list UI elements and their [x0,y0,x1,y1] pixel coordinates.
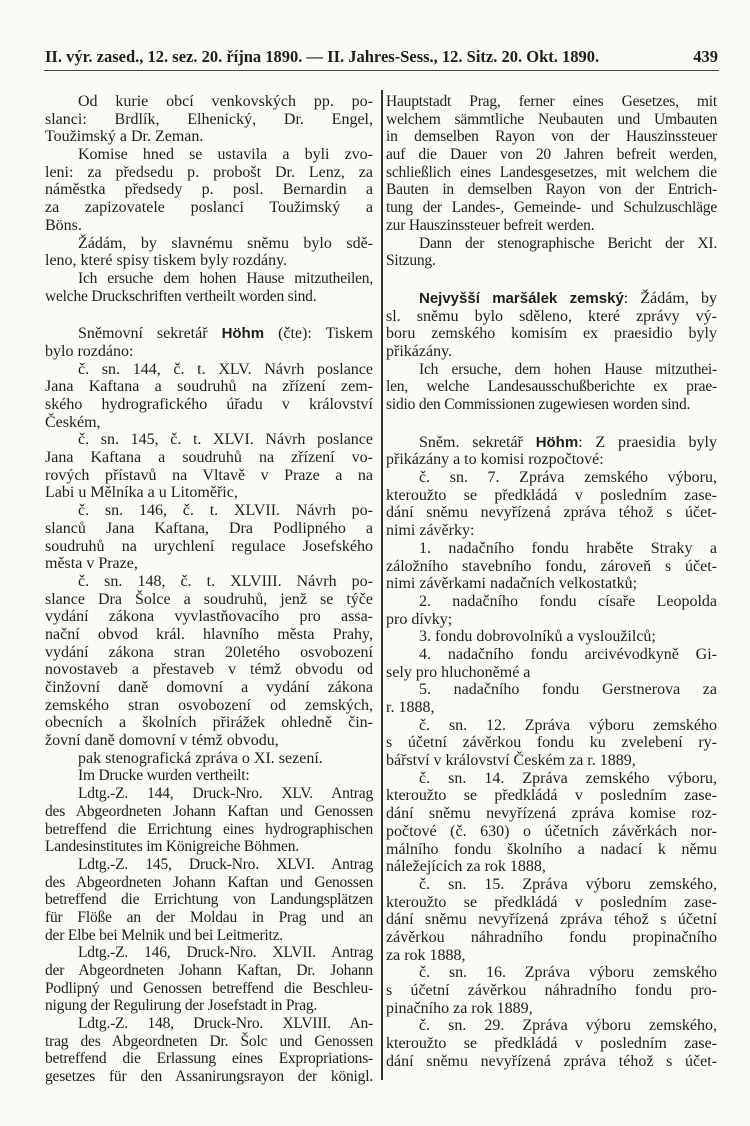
text-line: schließlich eines Landesgesetzes, mit welchem die [386,163,717,181]
text-line: slanci: Brdlík, Elhenický, Dr. Engel, [45,110,373,128]
paragraph [386,876,717,964]
text-line: welche Druckschriften vertheilt worden sind. [45,287,317,305]
text-line: der Abgeordneten Johann Kaftan, Dr. Johann [45,962,373,979]
text-line: Jana Kaftana a soudruhů na zřízení zem- [45,378,373,396]
text-line: für Flöße an der Moldau in Prag und an [45,908,373,926]
text-line: žovní daně domovní v témž obvodu, [45,732,279,750]
text-run: : Z praesidia byly [578,433,718,451]
header-rule [44,70,719,71]
text-line: in demselben Rayon von der Hauszinssteuer [386,128,717,146]
text-run: Sněm. sekretář [419,433,536,451]
paragraph [45,1015,373,1086]
text-line: kteroužto se předkládá v posledním zase- [386,893,717,911]
text-line: des Abgeordneten Johann Kaftan und Genossen [45,802,373,820]
text-line: č. sn. 16. Zpráva výboru zemského [419,964,717,982]
text-line: počtové (č. 630) o účetních závěrkách nor- [386,822,717,840]
text-line: welchem sämmtliche Neubauten und Umbauten [386,110,717,128]
text-line: bylo rozdáno: [45,342,134,360]
text-line: betreffend die Erlassung eines Expropriations- [45,1050,373,1068]
text-line: Ich ersuche, dem hohen Hause mitzuthei- [419,360,717,378]
paragraph [386,361,717,414]
text-line: soudruhů na urychlení regulace Josefského [45,537,373,555]
text-line: kteroužto se předkládá v posledním zase- [386,787,717,805]
paragraph [386,770,717,876]
text-section [386,434,717,1071]
text-line: za rok 1888, [386,946,466,964]
text-line: gesetzes für den Assanirungsrayon der königl. [45,1068,373,1086]
text-line: přikázány. [386,342,453,360]
text-line [386,434,717,452]
text-line: náležejících za rok 1888, [386,858,546,876]
text-line: Labi u Mělníka a u Litoměřic, [45,484,238,502]
text-line: č. sn. 14. Zpráva zemského výboru, [419,769,717,787]
text-line: č. sn. 15. Zpráva výboru zemského, [419,875,717,893]
text-line: kteroužto se předkládá v posledním zase- [386,1035,717,1053]
text-line: leno, které spisy tiskem byly rozdány. [45,252,288,270]
text-run: (čte): Tiskem [264,325,373,343]
text-line: betreffend die Errichtung von Landungsplätzen [45,891,373,909]
text-line: dání sněmu nevyřízená zpráva téhož s účet- [386,1052,717,1070]
text-line: Ldtg.-Z. 144, Druck-Nro. XLV. Antrag [78,785,373,803]
text-section [45,93,373,305]
text-line: vydání zákona stran 20letého osvobození [45,643,373,661]
text-line: Od kurie obcí venkovských pp. po- [78,93,373,110]
paragraph [386,681,717,716]
text-line: č. sn. 148, č. t. XLVIII. Návrh po- [78,572,373,590]
text-line: Bauten in demselben Rayon von der Entrich- [386,181,717,199]
text-line: přikázány a to komisi rozpočtové: [386,451,604,469]
text-line: auf die Dauer von 20 Jahren befreit werden, [386,146,717,164]
text-line: Sitzung. [386,252,436,270]
paragraph [386,469,717,540]
text-line [45,325,373,343]
text-line: slanců Jana Kaftana, Dra Podlipného a [45,519,373,537]
text-line: rových přístavů na Vltavě v Praze a na [45,466,373,484]
text-line: závěrkou náhradního fondu propinačního [386,928,717,946]
text-line: trag des Abgeordneten Dr. Šolc und Genossen [45,1032,373,1050]
column-divider [381,90,383,1080]
text-line: ského hydrografického úřadu v království [45,396,373,413]
text-line: č. sn. 145, č. t. XLVI. Návrh poslance [78,431,373,449]
text-line: Böns. [45,216,82,234]
right-column [386,93,717,1070]
speaker-name: Höhm [535,433,579,451]
text-line: sely pro hluchoněmé a [386,663,531,681]
paragraph [386,964,717,1017]
text-line: zemského stran osvobození od zemských, [45,696,373,714]
text-line: Jana Kaftana a soudruhů na zřízení vo- [45,449,373,467]
text-line: č. sn. 29. Zpráva výboru zemského, [419,1017,717,1035]
text-line: Podlipný und Genossen betreffend die Beschleu- [45,979,373,997]
paragraph [386,93,717,235]
text-line: činžovní daně domovní a vydání zákona [45,679,373,696]
text-line: č. sn. 7. Zpráva zemského výboru, [419,469,717,487]
text-line: 2. nadačního fondu císaře Leopolda [419,592,717,610]
paragraph [45,944,373,1015]
text-line: Ldtg.-Z. 148, Druck-Nro. XLVIII. An- [78,1015,373,1033]
text-line [386,290,717,308]
text-line: nimi závěrkami nadačních velkostatků; [386,575,638,593]
text-line: č. sn. 12. Zpráva výboru zemského [419,716,717,734]
text-line: slance Dra Šolce a soudruhů, jenž se týče [45,590,373,608]
text-section [386,290,717,414]
paragraph [45,93,373,146]
text-line: pinačního za rok 1889, [386,999,533,1017]
text-line: záložního stavebního fondu, zároveň s účet- [386,557,717,575]
text-line: nimi závěrky: [386,522,475,540]
text-line: Landesinstitutes im Königreiche Böhmen. [45,838,299,856]
paragraph [45,235,373,270]
running-header [45,46,718,68]
text-section [45,325,373,1086]
speaker-name: Nejvyšší maršálek zemský [419,289,624,307]
paragraph [45,325,373,360]
text-line: r. 1888, [386,699,435,716]
text-line: Ldtg.-Z. 145, Druck-Nro. XLVI. Antrag [78,855,373,873]
text-line: pro dívky; [386,610,453,628]
text-line: zur Hauszinssteuer befreit werden. [386,216,595,234]
running-title: II. výr. zased., 12. sez. 20. října 1890. — II. Jahres-Sess., 12. Sitz. 20. Okt. 1890. [45,47,600,66]
text-line: Ich ersuche dem hohen Hause mitzutheilen, [78,269,373,287]
page-number: 439 [693,47,718,66]
text-line: 3. fondu dobrovolníků a vysloužilců; [419,628,656,646]
text-line: s účetní závěrkou náhradního fondu pro- [386,982,717,999]
text-line: kteroužto se předkládá v posledním zase- [386,486,717,504]
paragraph [45,270,373,305]
text-line: dání sněmu nevyřízená zpráva komise roz- [386,805,717,823]
text-line: dání sněmu nevyřízená zpráva téhož s účet- [386,504,717,522]
text-run: Sněmovní sekretář [78,325,222,343]
text-line: len, welche Landesausschußberichte ex prae- [386,378,717,396]
paragraph [386,593,717,628]
speaker-name: Höhm [221,325,265,343]
text-line: s účetní závěrkou fondu ku zvelebení ry- [386,734,717,752]
paragraph [45,573,373,750]
text-line: pak stenografická zpráva o XI. sezení. [78,749,323,767]
text-line: 4. nadačního fondu arcivévodkyně Gi- [419,645,717,663]
text-line: za zapizovatele poslanci Toužimský a [45,199,373,217]
left-column [45,93,373,1086]
text-line: obecních a školních přirážek ohledně čin- [45,714,373,732]
text-line: bářství v království Českém za r. 1889, [386,752,636,770]
paragraph [45,767,373,785]
text-line: vydání zákona vyvlastňovacího pro assa- [45,608,373,626]
text-section [386,93,717,270]
text-line: Českém, [45,413,101,431]
paragraph [386,646,717,681]
text-line: č. sn. 146, č. t. XLVII. Návrh po- [78,502,373,520]
text-line: Im Drucke wurden vertheilt: [78,767,250,785]
text-line: nigung der Regulirung der Josefstadt in Prag. [45,997,318,1015]
text-line: des Abgeordneten Johann Kaftan und Genossen [45,873,373,891]
paragraph [386,434,717,469]
paragraph [386,290,717,361]
text-line: Žádám, by slavnému sněmu bylo sdě- [78,234,373,252]
paragraph [386,717,717,770]
text-line: náměstka předsedy p. posl. Bernardin a [45,181,373,199]
paragraph [45,361,373,432]
text-line: 1. nadačního fondu hraběte Straky a [419,539,717,557]
text-line: leni: za předsedu p. probošt Dr. Lenz, za [45,163,373,181]
text-line: boru zemského komisím ex praesidio byly [386,325,717,343]
paragraph [45,750,373,768]
text-line: novostaveb a přestaveb v témž obvodu od [45,661,373,679]
text-line: č. sn. 144, č. t. XLV. Návrh poslance [78,360,373,378]
text-line: betreffend die Errichtung eines hydrographischen [45,820,373,838]
paragraph [386,540,717,593]
text-line: Dann der stenographische Bericht der XI. [419,234,717,252]
text-line: Hauptstadt Prag, ferner eines Gesetzes, mit [386,93,717,110]
paragraph [45,856,373,944]
text-line: tung der Landes-, Gemeinde- und Schulzuschläge [386,199,717,217]
text-line: 5. nadačního fondu Gerstnerova za [419,681,717,699]
text-line: málního fondu školního a nadací k němu [386,840,717,858]
text-run: : Žádám, by [623,289,717,307]
text-line: sl. sněmu bylo sděleno, které zprávy vý- [386,307,717,325]
paragraph [45,146,373,234]
text-line: Toužimský a Dr. Zeman. [45,128,204,146]
paragraph [386,235,717,270]
text-line: Ldtg.-Z. 146, Druck-Nro. XLVII. Antrag [78,944,373,962]
text-line: Komise hned se ustavila a byli zvo- [78,146,373,164]
text-line: nační obvod král. hlavního města Prahy, [45,625,373,643]
paragraph [45,502,373,573]
paragraph [386,1017,717,1070]
text-line: města v Praze, [45,555,138,573]
paragraph [45,785,373,856]
paragraph [45,431,373,502]
text-line: sidio den Commissionen zugewiesen worden sind. [386,396,691,413]
text-line: dání sněmu nevyřízená zpráva téhož s účetní [386,911,717,929]
text-line: der Elbe bei Melnik und bei Leitmeritz. [45,926,283,944]
paragraph [386,628,717,646]
